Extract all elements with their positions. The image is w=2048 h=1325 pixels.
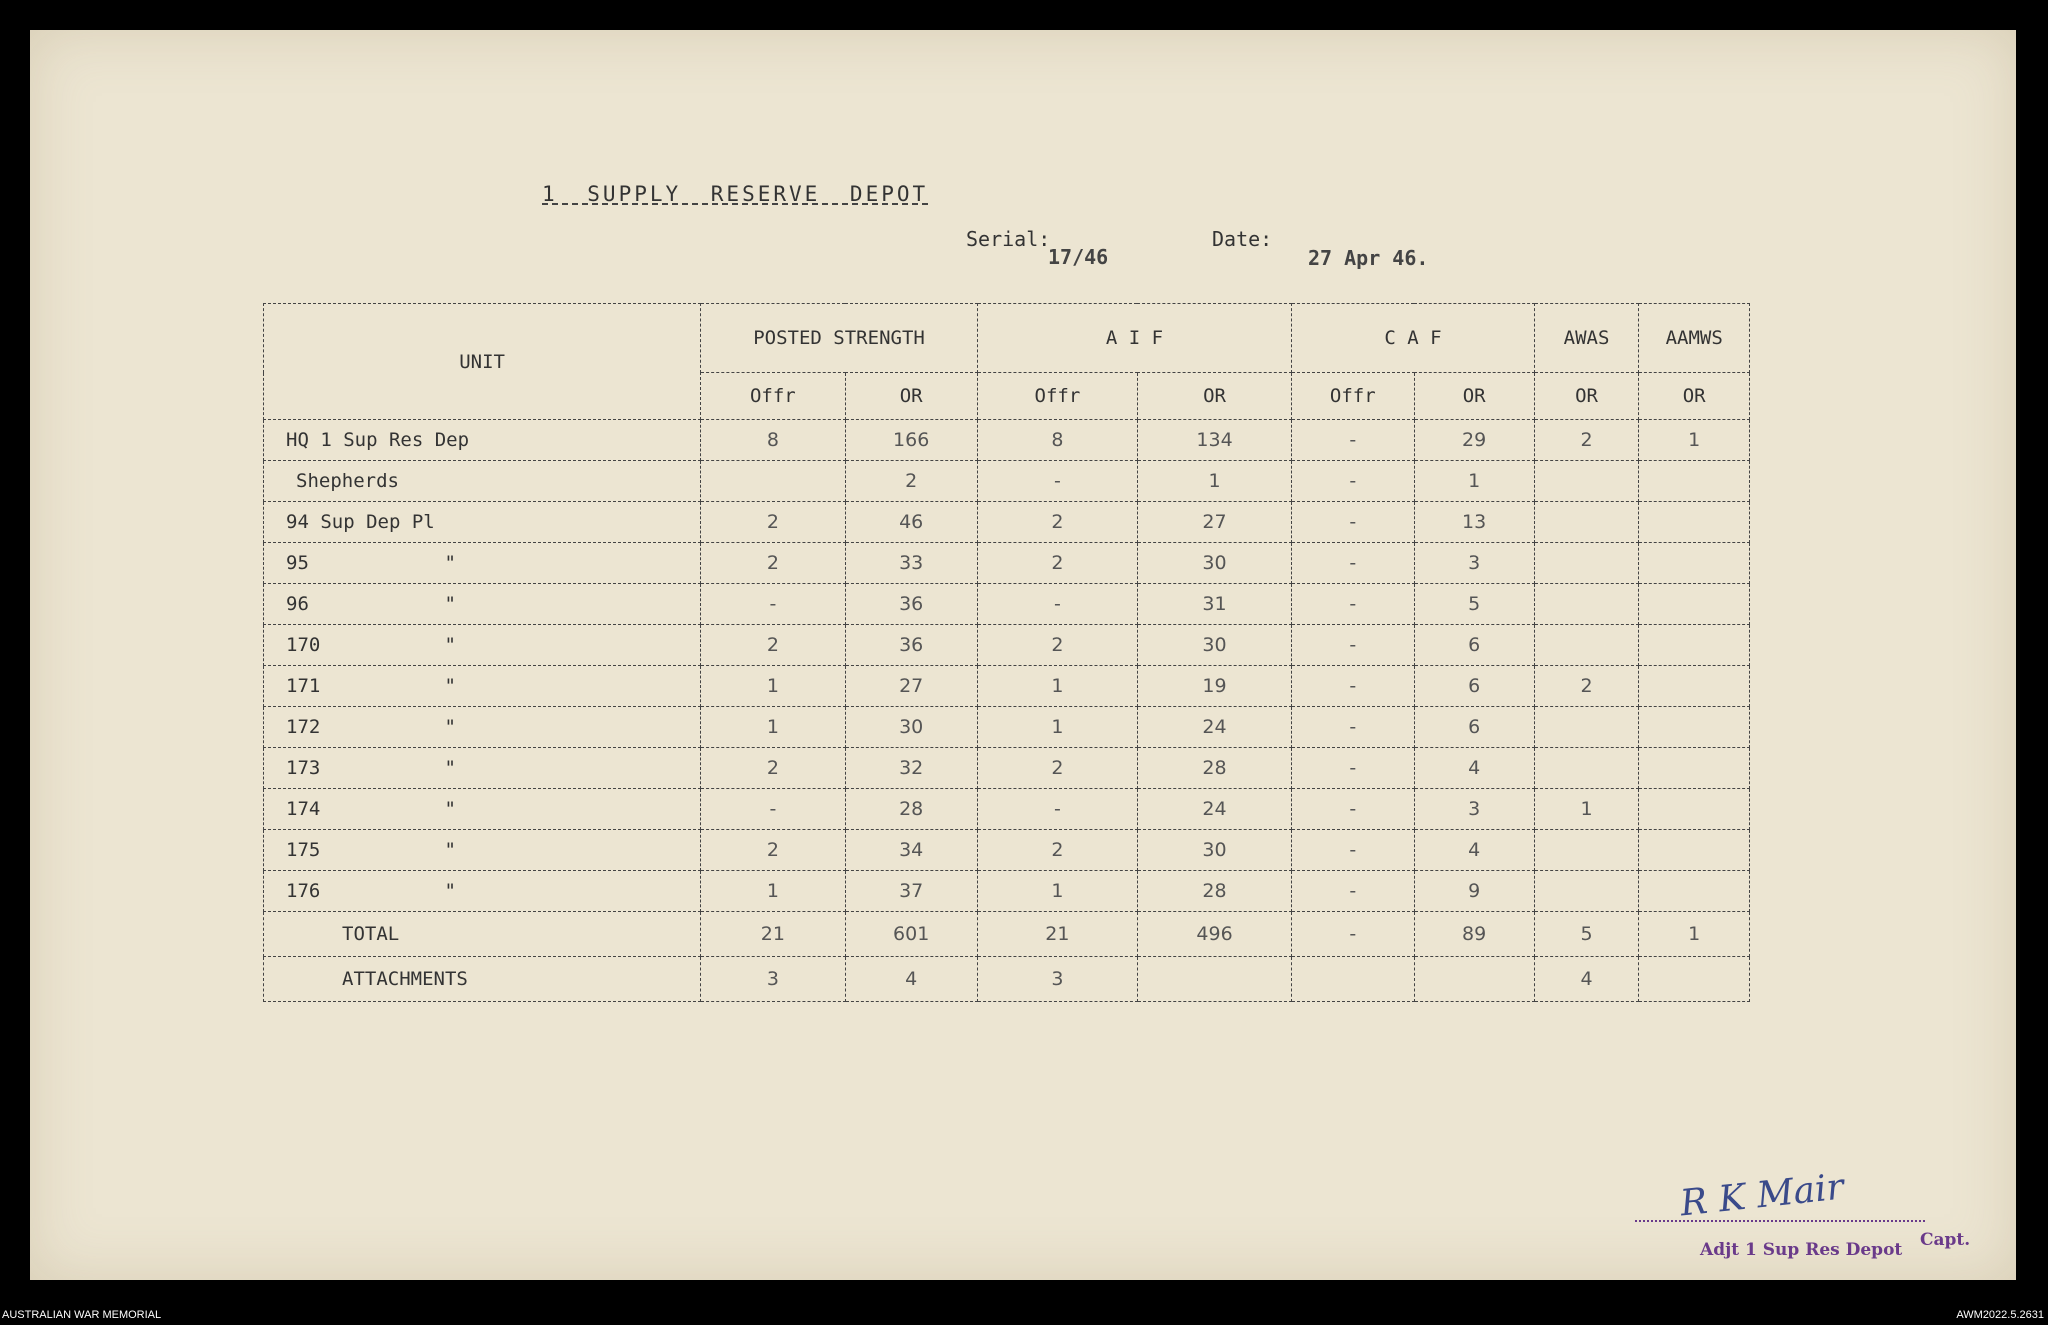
value-cell: 2 xyxy=(701,502,845,543)
table-row xyxy=(264,420,1750,461)
value-cell: 19 xyxy=(1137,666,1291,707)
value-cell: - xyxy=(1292,461,1414,502)
value-cell: 2 xyxy=(701,543,845,584)
value-cell: 1 xyxy=(701,871,845,912)
group-header-caf: C A F xyxy=(1292,304,1535,373)
value-cell: 1 xyxy=(977,707,1137,748)
value-cell xyxy=(1639,789,1750,830)
value-cell: 27 xyxy=(845,666,977,707)
unit-name: 96 xyxy=(286,593,309,615)
value-cell: 6 xyxy=(1414,625,1534,666)
value-cell xyxy=(1639,543,1750,584)
value-cell: 21 xyxy=(977,912,1137,957)
value-cell xyxy=(1639,748,1750,789)
unit-name: 170 xyxy=(286,634,321,656)
value-cell: 28 xyxy=(1137,871,1291,912)
serial-value: 17/46 xyxy=(1048,245,1109,269)
value-cell: 2 xyxy=(977,748,1137,789)
value-cell: 1 xyxy=(977,666,1137,707)
value-cell xyxy=(1639,957,1750,1002)
value-cell: - xyxy=(1292,625,1414,666)
value-cell xyxy=(701,461,845,502)
unit-cell xyxy=(264,748,701,789)
value-cell: 3 xyxy=(701,957,845,1002)
unit-name: TOTAL xyxy=(342,923,400,945)
value-cell xyxy=(1639,871,1750,912)
unit-name: HQ 1 Sup Res Dep xyxy=(286,429,470,451)
value-cell: 2 xyxy=(1534,666,1639,707)
value-cell xyxy=(1292,957,1414,1002)
value-cell xyxy=(1534,707,1639,748)
value-cell: 1 xyxy=(1414,461,1534,502)
value-cell xyxy=(1534,625,1639,666)
unit-name: 171 xyxy=(286,675,321,697)
unit-cell xyxy=(264,871,701,912)
value-cell xyxy=(1534,543,1639,584)
ditto-mark: " xyxy=(444,716,456,738)
value-cell: 1 xyxy=(1137,461,1291,502)
strength-table-wrapper xyxy=(263,303,1750,1002)
value-cell: 5 xyxy=(1534,912,1639,957)
value-cell: 21 xyxy=(701,912,845,957)
footer-institution: AUSTRALIAN WAR MEMORIAL xyxy=(2,1309,162,1321)
value-cell: - xyxy=(1292,707,1414,748)
value-cell: 31 xyxy=(1137,584,1291,625)
value-cell: 8 xyxy=(701,420,845,461)
ditto-mark: " xyxy=(444,593,456,615)
sub-header: Offr xyxy=(701,373,845,420)
table-row xyxy=(264,871,1750,912)
sub-header: OR xyxy=(1639,373,1750,420)
sub-header: Offr xyxy=(977,373,1137,420)
table-row xyxy=(264,666,1750,707)
unit-cell xyxy=(264,625,701,666)
value-cell: 2 xyxy=(977,502,1137,543)
value-cell: - xyxy=(1292,871,1414,912)
value-cell: 3 xyxy=(977,957,1137,1002)
value-cell xyxy=(1639,625,1750,666)
document-title: 1 SUPPLY RESERVE DEPOT xyxy=(542,182,929,206)
unit-cell xyxy=(264,584,701,625)
value-cell: 134 xyxy=(1137,420,1291,461)
date-value: 27 Apr 46. xyxy=(1308,246,1429,270)
unit-name: 95 xyxy=(286,552,309,574)
strength-table xyxy=(263,303,1750,1002)
unit-name: 175 xyxy=(286,839,321,861)
serial-label: Serial: xyxy=(966,227,1051,251)
document-paper xyxy=(30,30,2016,1280)
unit-cell xyxy=(264,957,701,1002)
value-cell xyxy=(1639,666,1750,707)
value-cell: 166 xyxy=(845,420,977,461)
value-cell: - xyxy=(701,584,845,625)
value-cell xyxy=(1639,584,1750,625)
value-cell: 37 xyxy=(845,871,977,912)
value-cell xyxy=(1639,707,1750,748)
sub-header: OR xyxy=(845,373,977,420)
value-cell: 2 xyxy=(1534,420,1639,461)
value-cell xyxy=(1137,957,1291,1002)
ditto-mark: " xyxy=(444,798,456,820)
value-cell: 46 xyxy=(845,502,977,543)
value-cell xyxy=(1639,502,1750,543)
value-cell: 2 xyxy=(977,625,1137,666)
value-cell: 1 xyxy=(977,871,1137,912)
signature-line xyxy=(1635,1220,1925,1222)
ditto-mark: " xyxy=(444,675,456,697)
table-row xyxy=(264,461,1750,502)
value-cell: 30 xyxy=(1137,625,1291,666)
unit-cell xyxy=(264,543,701,584)
table-row-attachments xyxy=(264,957,1750,1002)
value-cell: 2 xyxy=(977,543,1137,584)
value-cell: - xyxy=(1292,584,1414,625)
value-cell: - xyxy=(1292,830,1414,871)
footer-accession: AWM2022.5.2631 xyxy=(1956,1309,2044,1321)
value-cell: - xyxy=(1292,666,1414,707)
value-cell: 6 xyxy=(1414,666,1534,707)
value-cell: - xyxy=(1292,789,1414,830)
sub-header: OR xyxy=(1137,373,1291,420)
unit-cell xyxy=(264,420,701,461)
value-cell: 30 xyxy=(845,707,977,748)
value-cell: 8 xyxy=(977,420,1137,461)
value-cell xyxy=(1534,584,1639,625)
value-cell: 4 xyxy=(1534,957,1639,1002)
unit-name: 176 xyxy=(286,880,321,902)
unit-name: 174 xyxy=(286,798,321,820)
value-cell: 1 xyxy=(1639,420,1750,461)
table-row xyxy=(264,543,1750,584)
value-cell: 2 xyxy=(701,625,845,666)
value-cell: 28 xyxy=(1137,748,1291,789)
value-cell: 28 xyxy=(845,789,977,830)
value-cell xyxy=(1639,830,1750,871)
value-cell xyxy=(1534,748,1639,789)
ditto-mark: " xyxy=(444,757,456,779)
value-cell: 27 xyxy=(1137,502,1291,543)
value-cell: 4 xyxy=(1414,748,1534,789)
value-cell xyxy=(1534,502,1639,543)
value-cell: 1 xyxy=(701,666,845,707)
value-cell: 3 xyxy=(1414,543,1534,584)
sub-header: OR xyxy=(1414,373,1534,420)
signature-rank: Capt. xyxy=(1920,1230,1971,1250)
value-cell: 36 xyxy=(845,625,977,666)
unit-name: ATTACHMENTS xyxy=(342,968,468,990)
table-row-total xyxy=(264,912,1750,957)
value-cell xyxy=(1534,830,1639,871)
handwritten-signature: R K Mair xyxy=(1678,1166,1846,1225)
table-row xyxy=(264,502,1750,543)
value-cell xyxy=(1534,871,1639,912)
unit-cell xyxy=(264,461,701,502)
ditto-mark: " xyxy=(444,634,456,656)
value-cell xyxy=(1534,461,1639,502)
value-cell: 24 xyxy=(1137,789,1291,830)
sub-header: OR xyxy=(1534,373,1639,420)
unit-name: 94 Sup Dep Pl xyxy=(286,511,435,533)
ditto-mark: " xyxy=(444,880,456,902)
value-cell: 5 xyxy=(1414,584,1534,625)
value-cell: - xyxy=(977,789,1137,830)
group-header-awas: AWAS xyxy=(1534,304,1639,373)
table-row xyxy=(264,707,1750,748)
value-cell: 496 xyxy=(1137,912,1291,957)
unit-cell xyxy=(264,502,701,543)
value-cell: 13 xyxy=(1414,502,1534,543)
value-cell: 2 xyxy=(701,830,845,871)
value-cell: - xyxy=(1292,543,1414,584)
group-header-aamws: AAMWS xyxy=(1639,304,1750,373)
value-cell: - xyxy=(1292,748,1414,789)
value-cell: 1 xyxy=(701,707,845,748)
value-cell: - xyxy=(701,789,845,830)
table-row xyxy=(264,625,1750,666)
value-cell: 36 xyxy=(845,584,977,625)
value-cell: - xyxy=(1292,912,1414,957)
value-cell: 89 xyxy=(1414,912,1534,957)
unit-name: 172 xyxy=(286,716,321,738)
unit-cell xyxy=(264,666,701,707)
unit-name: 173 xyxy=(286,757,321,779)
value-cell: 33 xyxy=(845,543,977,584)
unit-cell xyxy=(264,912,701,957)
value-cell: 24 xyxy=(1137,707,1291,748)
unit-name: Shepherds xyxy=(296,470,399,492)
value-cell: 4 xyxy=(845,957,977,1002)
unit-cell xyxy=(264,707,701,748)
group-header-aif: A I F xyxy=(977,304,1291,373)
value-cell: 6 xyxy=(1414,707,1534,748)
value-cell: - xyxy=(1292,420,1414,461)
value-cell: 9 xyxy=(1414,871,1534,912)
date-label: Date: xyxy=(1212,227,1273,251)
unit-cell xyxy=(264,830,701,871)
value-cell: 1 xyxy=(1639,912,1750,957)
value-cell: 601 xyxy=(845,912,977,957)
table-row xyxy=(264,748,1750,789)
value-cell: 2 xyxy=(845,461,977,502)
value-cell: - xyxy=(977,584,1137,625)
table-row xyxy=(264,830,1750,871)
ditto-mark: " xyxy=(444,839,456,861)
value-cell: - xyxy=(1292,502,1414,543)
table-row xyxy=(264,789,1750,830)
value-cell: 34 xyxy=(845,830,977,871)
value-cell: 29 xyxy=(1414,420,1534,461)
sub-header: Offr xyxy=(1292,373,1414,420)
signature-appointment: Adjt 1 Sup Res Depot xyxy=(1700,1240,1903,1260)
unit-cell xyxy=(264,789,701,830)
value-cell: 32 xyxy=(845,748,977,789)
value-cell: 2 xyxy=(977,830,1137,871)
value-cell: 30 xyxy=(1137,543,1291,584)
value-cell xyxy=(1414,957,1534,1002)
value-cell: 30 xyxy=(1137,830,1291,871)
value-cell: 4 xyxy=(1414,830,1534,871)
ditto-mark: " xyxy=(444,552,456,574)
unit-header: UNIT xyxy=(264,304,701,420)
value-cell: 3 xyxy=(1414,789,1534,830)
value-cell: 1 xyxy=(1534,789,1639,830)
value-cell: 2 xyxy=(701,748,845,789)
value-cell xyxy=(1639,461,1750,502)
value-cell: - xyxy=(977,461,1137,502)
table-row xyxy=(264,584,1750,625)
group-header-posted: POSTED STRENGTH xyxy=(701,304,978,373)
